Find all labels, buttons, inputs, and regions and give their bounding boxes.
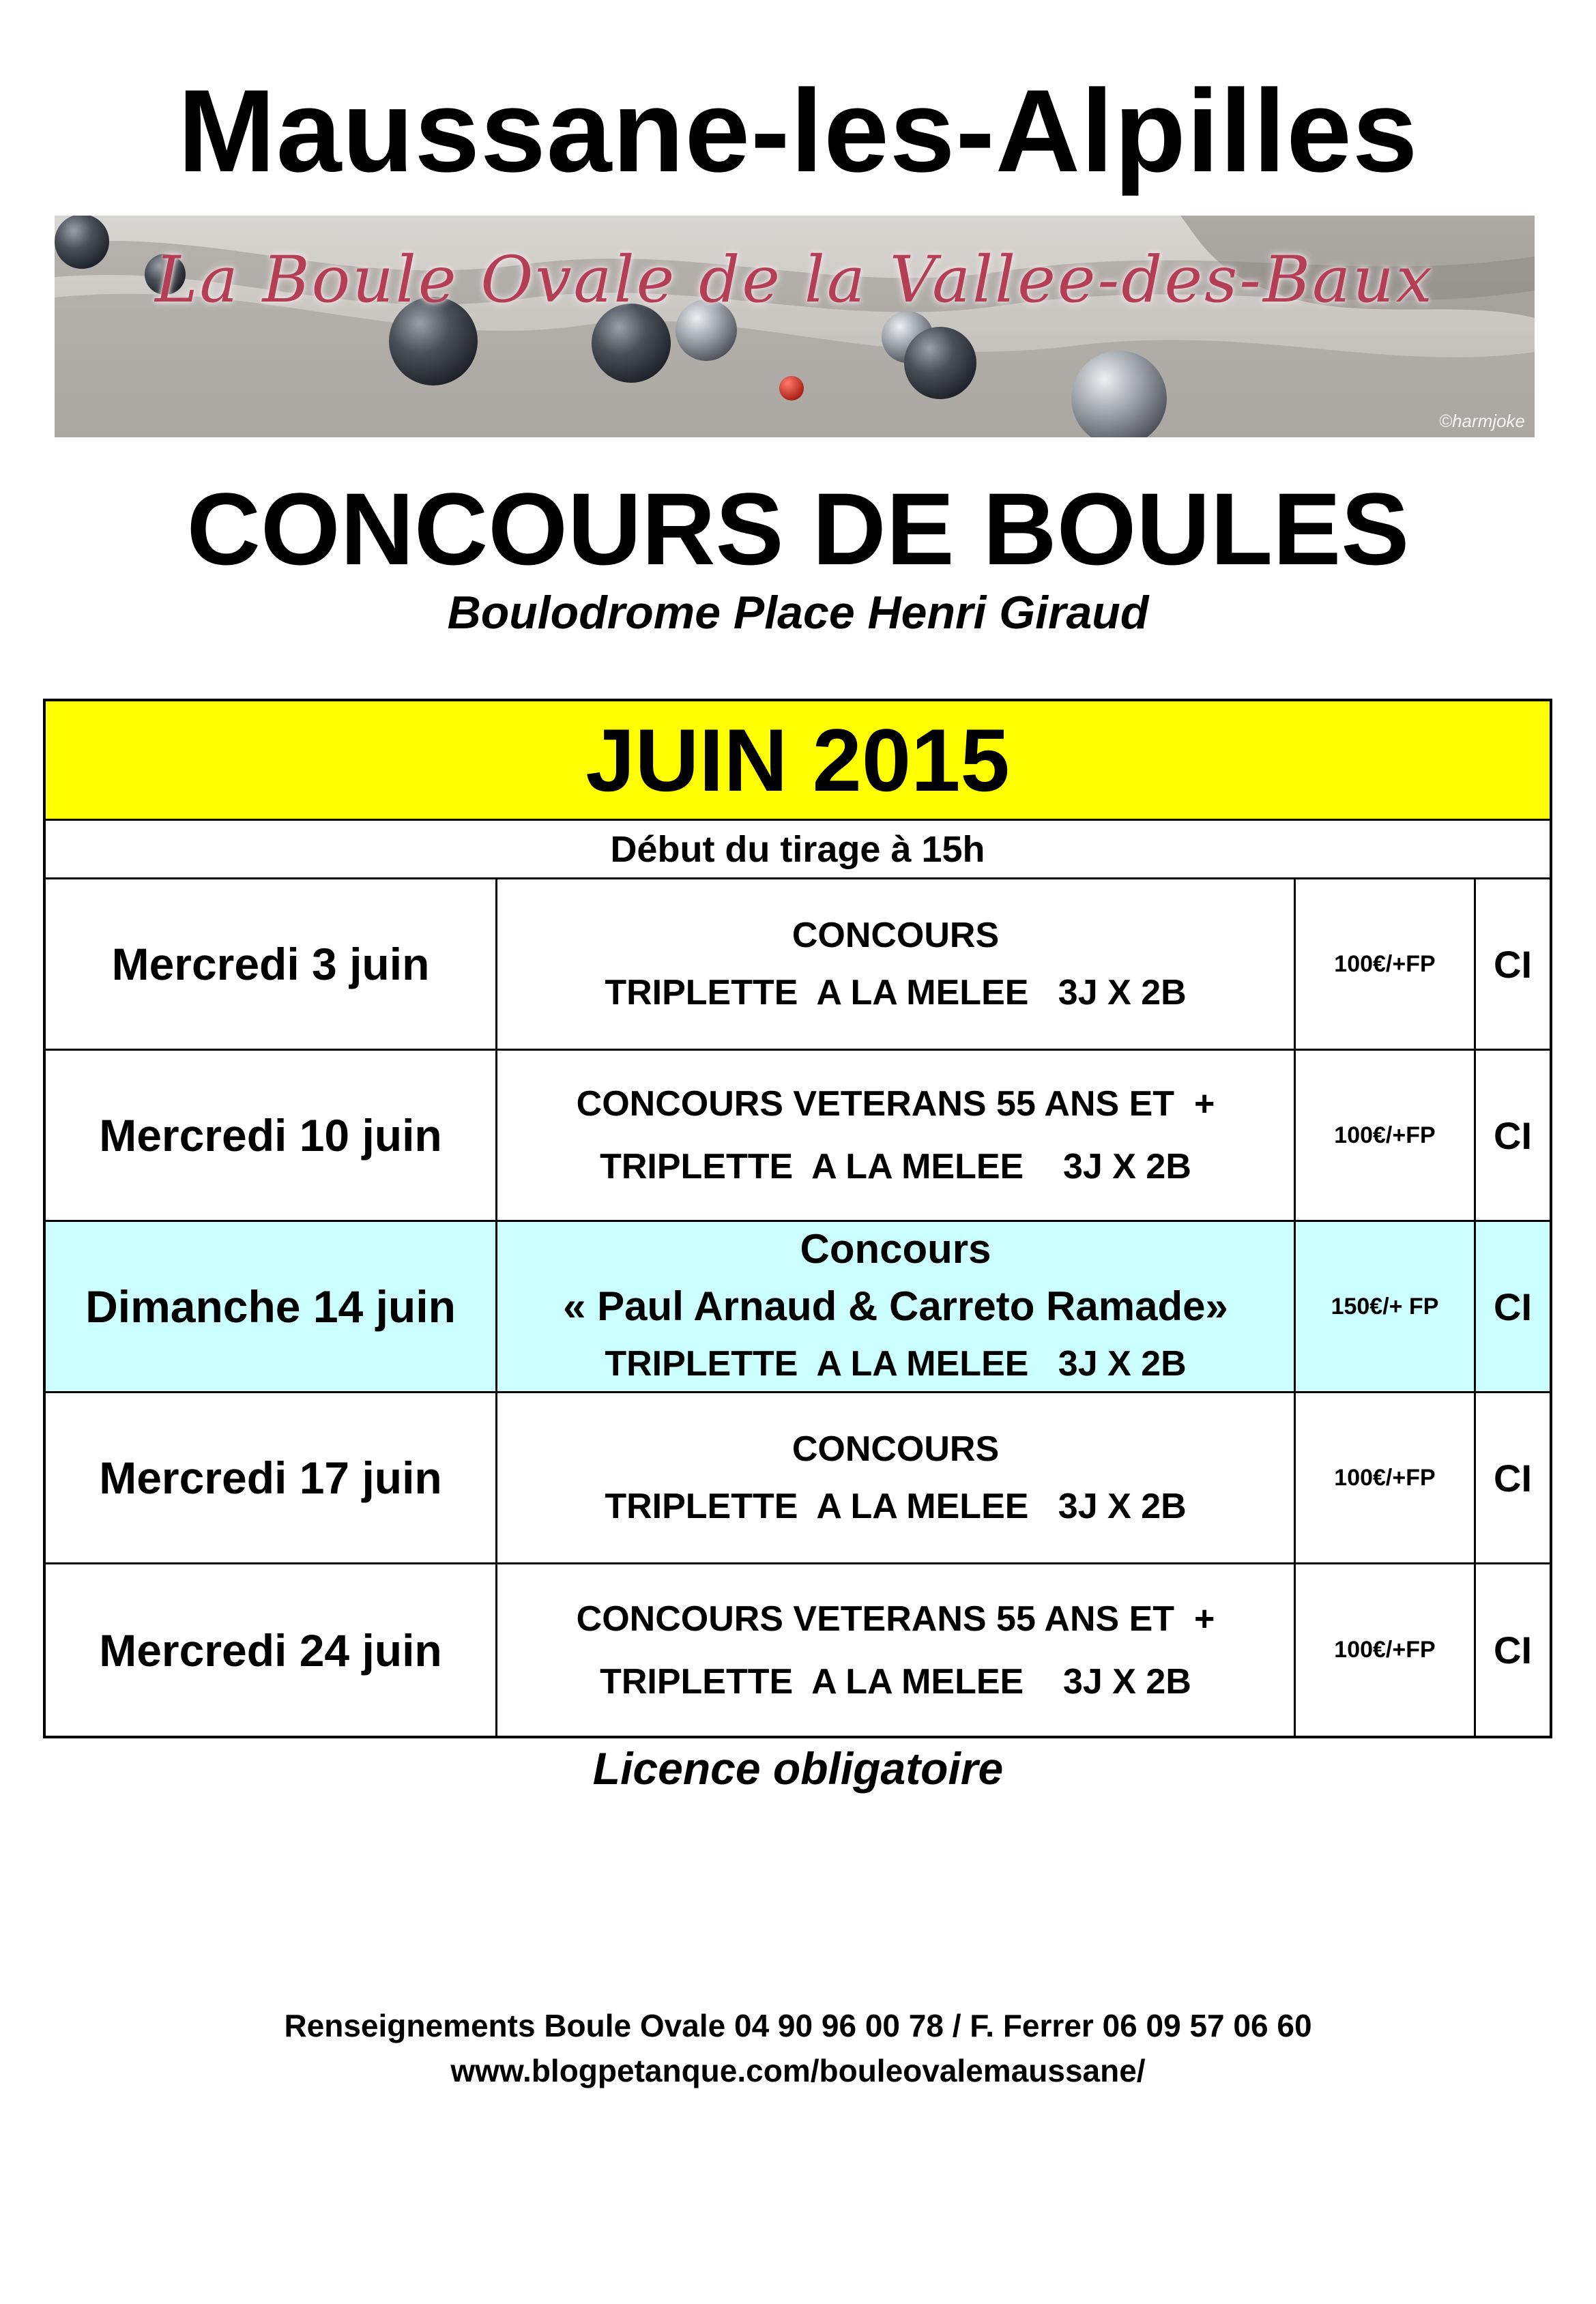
venue-subtitle: Boulodrome Place Henri Giraud xyxy=(447,587,1149,639)
event-date: Mercredi 10 juin xyxy=(46,1051,497,1220)
photo-credit: ©harmjoke xyxy=(1438,411,1525,431)
event-description xyxy=(497,879,1296,1049)
event-prize: 100€/+FP xyxy=(1296,1564,1476,1736)
event-category: CI xyxy=(1494,1285,1532,1328)
event-date: Mercredi 24 juin xyxy=(46,1564,497,1736)
event-description xyxy=(497,1564,1296,1736)
event-category: CI xyxy=(1494,1629,1532,1672)
table-row xyxy=(46,1051,1550,1222)
town-title: Maussane-les-Alpilles xyxy=(177,65,1419,196)
event-category: CI xyxy=(1494,1456,1532,1500)
draw-time-note: Début du tirage à 15h xyxy=(46,821,1550,879)
event-title: CONCOURS DE BOULES xyxy=(186,471,1410,586)
event-format: TRIPLETTE A LA MELEE 3J X 2B xyxy=(605,1344,1187,1384)
event-format: TRIPLETTE A LA MELEE 3J X 2B xyxy=(600,1147,1191,1186)
event-format: TRIPLETTE A LA MELEE 3J X 2B xyxy=(605,1487,1187,1526)
table-row xyxy=(46,1564,1550,1736)
website-link[interactable]: www.blogpetanque.com/bouleovalemaussane/ xyxy=(450,2053,1146,2088)
event-date: Mercredi 17 juin xyxy=(46,1393,497,1562)
table-row-highlighted xyxy=(46,1222,1550,1393)
event-format: TRIPLETTE A LA MELEE 3J X 2B xyxy=(605,973,1187,1012)
table-row xyxy=(46,1393,1550,1564)
club-name-banner-text: La Boule Ovale de la Vallee-des-Baux xyxy=(155,243,1434,317)
event-description xyxy=(497,1222,1296,1391)
contact-info: Renseignements Boule Ovale 04 90 96 00 78 / F. Ferrer 06 09 57 06 60 xyxy=(284,2008,1312,2043)
event-prize: 100€/+FP xyxy=(1296,879,1476,1049)
event-type: Concours xyxy=(800,1226,991,1272)
event-date: Dimanche 14 juin xyxy=(46,1222,497,1391)
event-description xyxy=(497,1393,1296,1562)
month-header: JUIN 2015 xyxy=(46,701,1550,821)
event-type: CONCOURS VETERANS 55 ANS ET + xyxy=(576,1084,1215,1124)
club-banner-image xyxy=(55,216,1535,437)
event-category: CI xyxy=(1494,1113,1532,1157)
event-category: CI xyxy=(1494,942,1532,986)
event-description xyxy=(497,1051,1296,1220)
table-row xyxy=(46,879,1550,1051)
event-format: TRIPLETTE A LA MELEE 3J X 2B xyxy=(600,1661,1191,1702)
event-prize: 100€/+FP xyxy=(1296,1051,1476,1220)
schedule-table xyxy=(43,699,1552,1738)
event-trophy-name: « Paul Arnaud & Carreto Ramade» xyxy=(563,1283,1228,1329)
event-type: CONCOURS xyxy=(792,1429,1000,1469)
event-prize: 150€/+ FP xyxy=(1296,1222,1476,1391)
event-type: CONCOURS xyxy=(792,916,1000,955)
event-prize: 100€/+FP xyxy=(1296,1393,1476,1562)
license-required-note: Licence obligatoire xyxy=(592,1743,1004,1794)
event-date: Mercredi 3 juin xyxy=(46,879,497,1049)
event-type: CONCOURS VETERANS 55 ANS ET + xyxy=(576,1599,1215,1639)
